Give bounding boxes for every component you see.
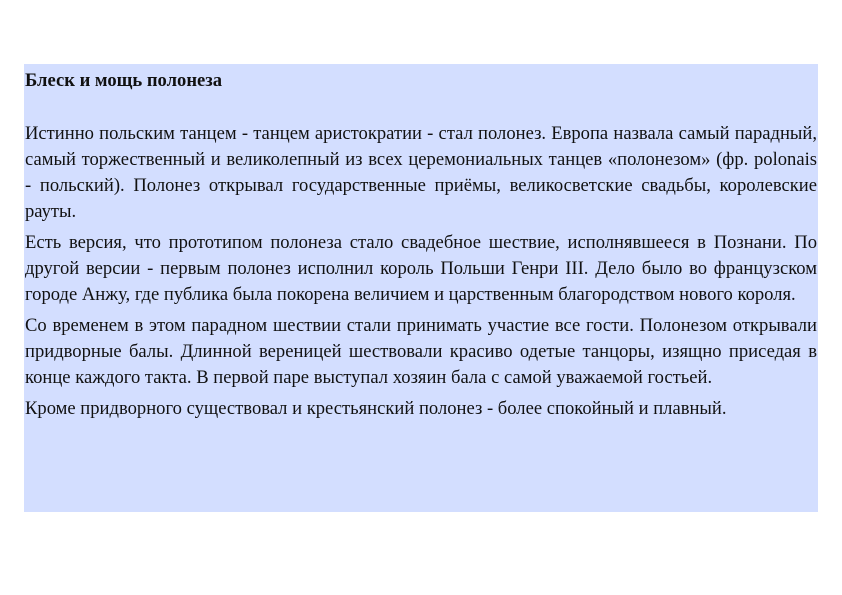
paragraph-2: Есть версия, что прототипом полонеза стало свадебное шествие, исполнявшееся в Познани. По другой версии - первым полонез исполнил король Польши Генри III. Дело было во французском городе Анжу, где публика была покорена величием и царственным благородством нового короля.: [25, 232, 817, 305]
document-title: Блеск и мощь полонеза: [25, 70, 223, 91]
paragraph-4: Кроме придворного существовал и крестьянский полонез - более спокойный и плавный.: [25, 398, 727, 419]
paragraph-1: Истинно польским танцем - танцем аристократии - стал полонез. Европа назвала самый парадный, самый торжественный и великолепный из всех церемониальных танцев «полонезом» (фр. polonais - польский). Полонез открывал государственные приёмы, великосветские свадьбы, королевские рауты.: [25, 123, 817, 222]
highlighted-text-block: [24, 64, 818, 512]
paragraph-3: Со временем в этом парадном шествии стали принимать участие все гости. Полонезом открывали придворные балы. Длинной вереницей шествовали красиво одетые танцоры, изящно приседая в конце каждого такта. В первой паре выступал хозяин бала с самой уважаемой гостьей.: [25, 315, 817, 388]
